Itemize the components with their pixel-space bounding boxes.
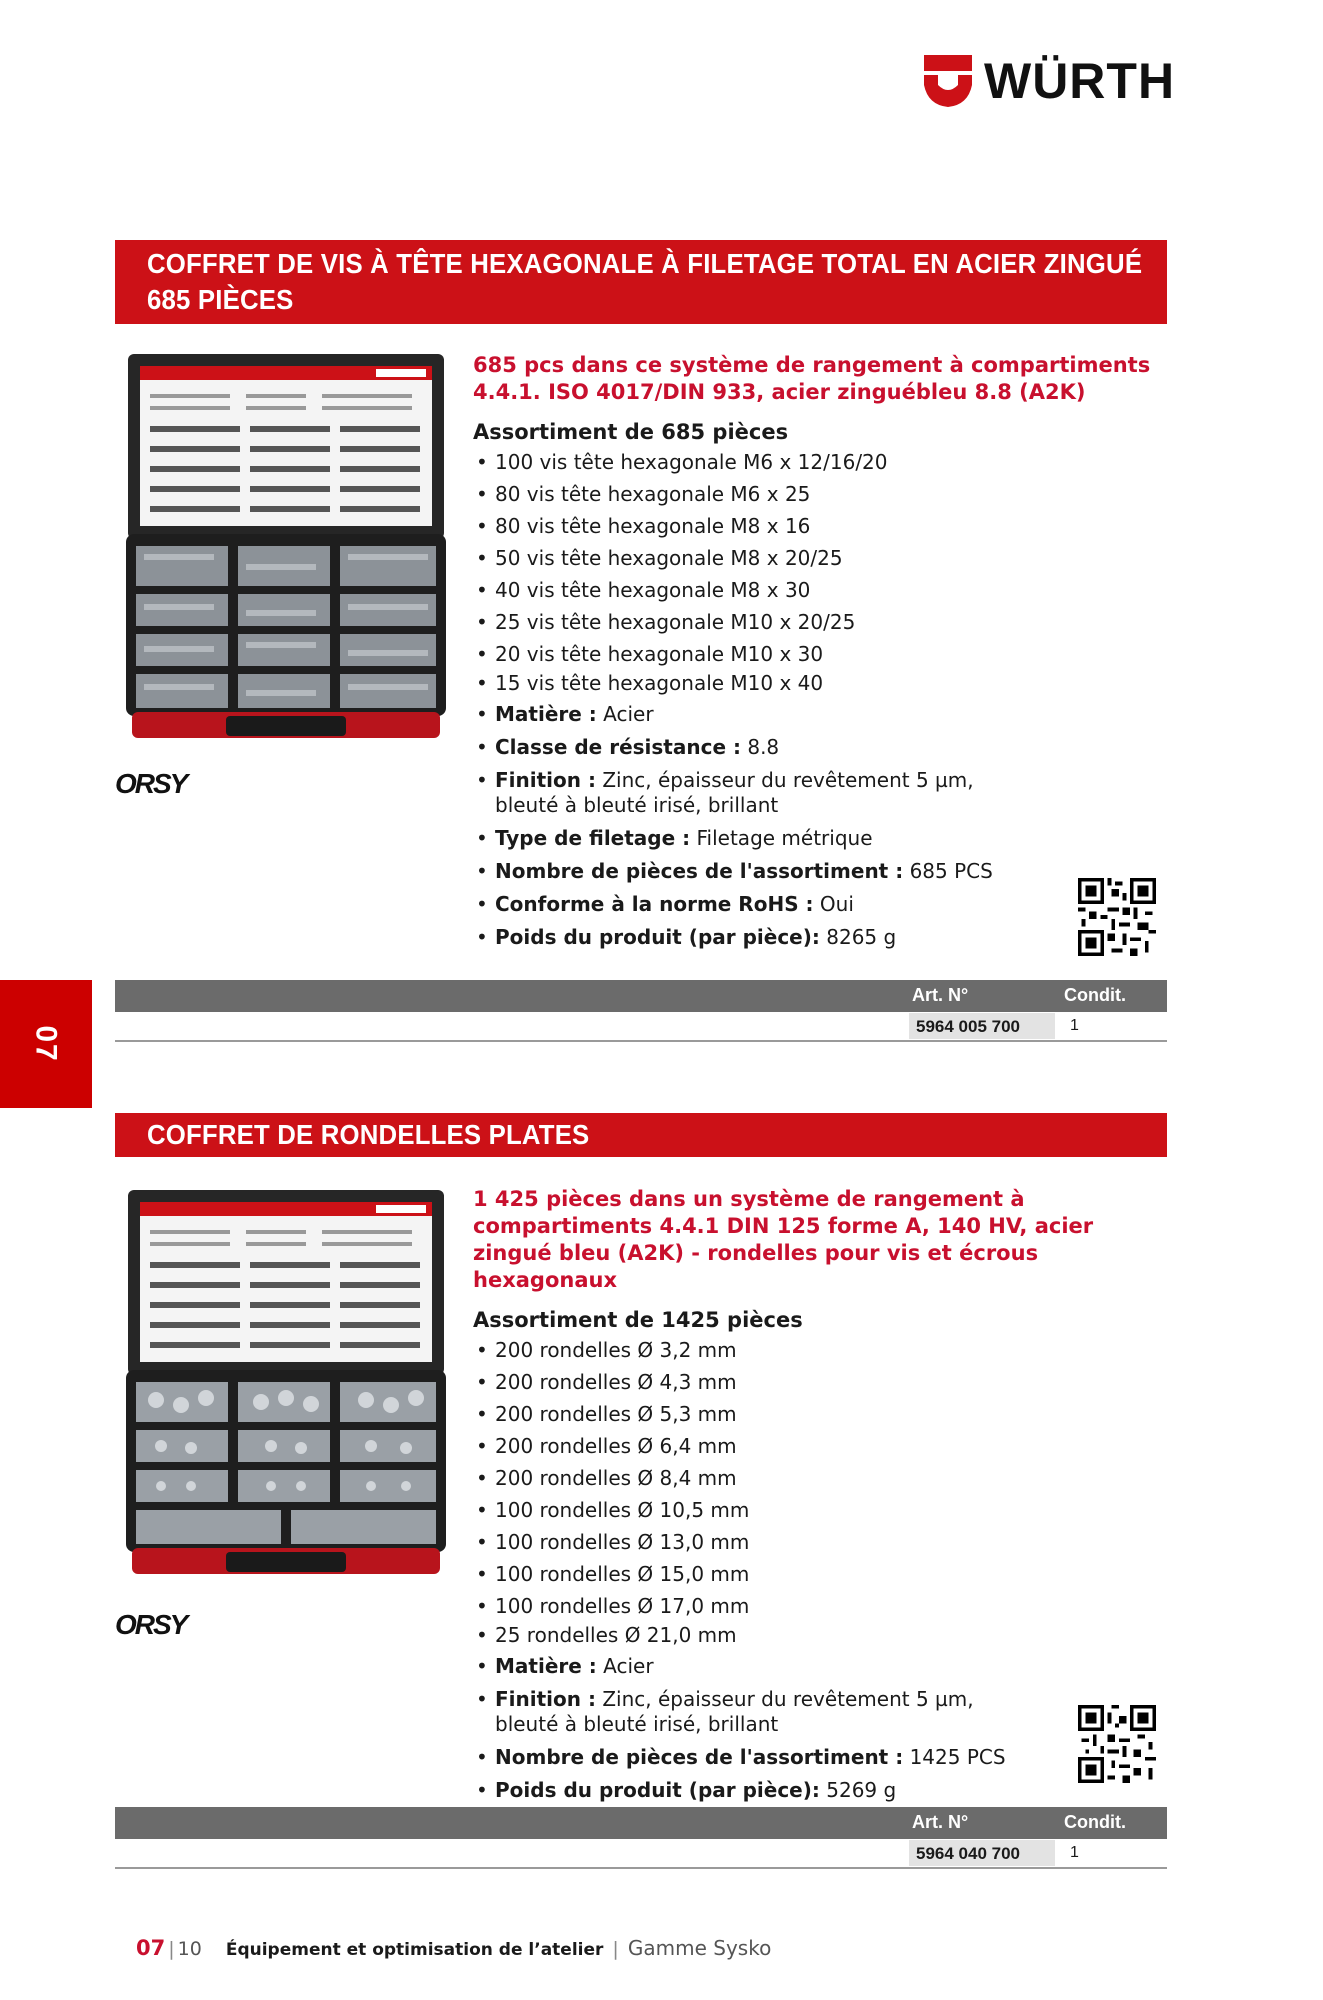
spec-item	[473, 1687, 1033, 1737]
product-1-description	[473, 352, 1173, 950]
list-item: • 80 vis tête hexagonale M8 x 16	[473, 510, 1173, 542]
list-item: • 25 rondelles Ø 21,0 mm	[473, 1622, 1173, 1648]
spec-value: 685 PCS	[909, 859, 993, 883]
spec-value: Acier	[603, 702, 654, 726]
list-item: • 50 vis tête hexagonale M8 x 20/25	[473, 542, 1173, 574]
article-number[interactable]: 5964 040 700	[909, 1840, 1055, 1866]
footer-separator: |	[168, 1938, 175, 1960]
product-1-qr-code-icon[interactable]	[1078, 878, 1156, 956]
footer-range: Gamme Sysko	[627, 1936, 772, 1960]
spec-label: Matière :	[495, 1654, 597, 1678]
spec-label: Finition :	[495, 768, 596, 792]
footer-section-title: Équipement et optimisation de l’atelier	[225, 1940, 604, 1960]
article-number-header: Art. N°	[912, 1812, 969, 1832]
chapter-tab[interactable]	[0, 980, 92, 1108]
product-1-image	[126, 354, 446, 744]
spec-label: Matière :	[495, 702, 597, 726]
spec-item	[473, 1654, 1173, 1679]
condition-header: Condit.	[1064, 985, 1126, 1005]
list-item: • 200 rondelles Ø 5,3 mm	[473, 1398, 1173, 1430]
product-2-title-line-1: COFFRET DE RONDELLES PLATES	[147, 1119, 590, 1150]
list-item: • 100 vis tête hexagonale M6 x 12/16/20	[473, 446, 1173, 478]
product-1-headline: 685 pcs dans ce système de rangement à compartiments 4.4.1. ISO 4017/DIN 933, acier zinguébleu 8.8 (A2K)	[473, 353, 1151, 404]
spec-value: Filetage métrique	[696, 826, 873, 850]
list-item: • 25 vis tête hexagonale M10 x 20/25	[473, 606, 1173, 638]
product-1-specs	[473, 702, 1173, 950]
product-2-orsy-logo: ORSY	[115, 1609, 187, 1640]
condition-value: 1	[1070, 1017, 1079, 1034]
spec-item	[473, 702, 1173, 727]
product-1-assortment-title: Assortiment de 685 pièces	[473, 420, 789, 444]
spec-label: Nombre de pièces de l'assortiment :	[495, 859, 904, 883]
spec-label: Type de filetage :	[495, 826, 691, 850]
table-row	[115, 1839, 1167, 1869]
spec-value: 1425 PCS	[909, 1745, 1006, 1769]
spec-item	[473, 1745, 1173, 1770]
product-1-title-bar	[115, 240, 1167, 324]
spec-item	[473, 735, 1173, 760]
spec-value: Acier	[603, 1654, 654, 1678]
product-2-assortment-title: Assortiment de 1425 pièces	[473, 1308, 803, 1332]
spec-item	[473, 892, 1173, 917]
product-1-title-line-2: 685 PIÈCES	[147, 284, 294, 315]
spec-label: Conforme à la norme RoHS :	[495, 892, 814, 916]
condition-header: Condit.	[1064, 1812, 1126, 1832]
spec-label: Finition :	[495, 1687, 596, 1711]
product-2-items	[473, 1334, 1173, 1648]
table-row	[115, 1012, 1167, 1042]
footer-page-number: 10	[177, 1938, 202, 1960]
product-1-orsy-logo: ORSY	[115, 768, 187, 799]
list-item: • 20 vis tête hexagonale M10 x 30	[473, 638, 1173, 670]
list-item: • 200 rondelles Ø 8,4 mm	[473, 1462, 1173, 1494]
spec-label: Poids du produit (par pièce):	[495, 1778, 820, 1802]
article-number-header: Art. N°	[912, 985, 969, 1005]
product-1-title-line-1: COFFRET DE VIS À TÊTE HEXAGONALE À FILETAGE TOTAL EN ACIER ZINGUÉ	[147, 248, 1143, 279]
spec-label: Nombre de pièces de l'assortiment :	[495, 1745, 904, 1769]
product-1-article-table	[115, 980, 1167, 1042]
page-footer	[136, 1936, 771, 1960]
list-item: • 100 rondelles Ø 10,5 mm	[473, 1494, 1173, 1526]
list-item: • 100 rondelles Ø 17,0 mm	[473, 1590, 1173, 1622]
list-item: • 200 rondelles Ø 3,2 mm	[473, 1334, 1173, 1366]
list-item: • 100 rondelles Ø 15,0 mm	[473, 1558, 1173, 1590]
product-2-specs	[473, 1654, 1173, 1803]
list-item: • 15 vis tête hexagonale M10 x 40	[473, 670, 1173, 696]
product-2-description	[473, 1186, 1173, 1803]
article-table-header	[115, 980, 1167, 1012]
article-table-header	[115, 1807, 1167, 1839]
condition-value: 1	[1070, 1844, 1079, 1861]
list-item: • 80 vis tête hexagonale M6 x 25	[473, 478, 1173, 510]
spec-value: Zinc, épaisseur du revêtement 5 µm, bleuté à bleuté irisé, brillant	[495, 768, 974, 817]
spec-item	[473, 859, 1173, 884]
product-2-headline: 1 425 pièces dans un système de rangement à compartiments 4.4.1 DIN 125 forme A, 140 HV, acier zingué bleu (A2K) - rondelles pour vis et écrous hexagonaux	[473, 1187, 1094, 1292]
product-2-article-table	[115, 1807, 1167, 1869]
article-number[interactable]: 5964 005 700	[909, 1013, 1055, 1039]
product-2-image	[126, 1190, 446, 1580]
spec-label: Classe de résistance :	[495, 735, 741, 759]
list-item: • 100 rondelles Ø 13,0 mm	[473, 1526, 1173, 1558]
spec-item	[473, 768, 1033, 818]
list-item: • 200 rondelles Ø 6,4 mm	[473, 1430, 1173, 1462]
spec-item	[473, 925, 1173, 950]
footer-separator: |	[606, 1938, 625, 1960]
spec-value: 8265 g	[826, 925, 897, 949]
spec-item	[473, 826, 1173, 851]
wurth-emblem-icon	[924, 55, 972, 107]
spec-value: 5269 g	[826, 1778, 897, 1802]
spec-value: 8.8	[747, 735, 780, 759]
spec-label: Poids du produit (par pièce):	[495, 925, 820, 949]
wurth-wordmark: WÜRTH	[984, 53, 1176, 109]
product-1-items	[473, 446, 1173, 696]
wurth-logo	[924, 52, 1175, 110]
spec-value: Zinc, épaisseur du revêtement 5 µm, bleuté à bleuté irisé, brillant	[495, 1687, 974, 1736]
spec-item	[473, 1778, 1173, 1803]
list-item: • 200 rondelles Ø 4,3 mm	[473, 1366, 1173, 1398]
footer-chapter-number: 07	[136, 1936, 166, 1960]
chapter-tab-label: 07	[30, 1025, 63, 1063]
product-2-title-bar	[115, 1113, 1167, 1157]
list-item: • 40 vis tête hexagonale M8 x 30	[473, 574, 1173, 606]
spec-value: Oui	[819, 892, 854, 916]
product-2-qr-code-icon[interactable]	[1078, 1705, 1156, 1783]
